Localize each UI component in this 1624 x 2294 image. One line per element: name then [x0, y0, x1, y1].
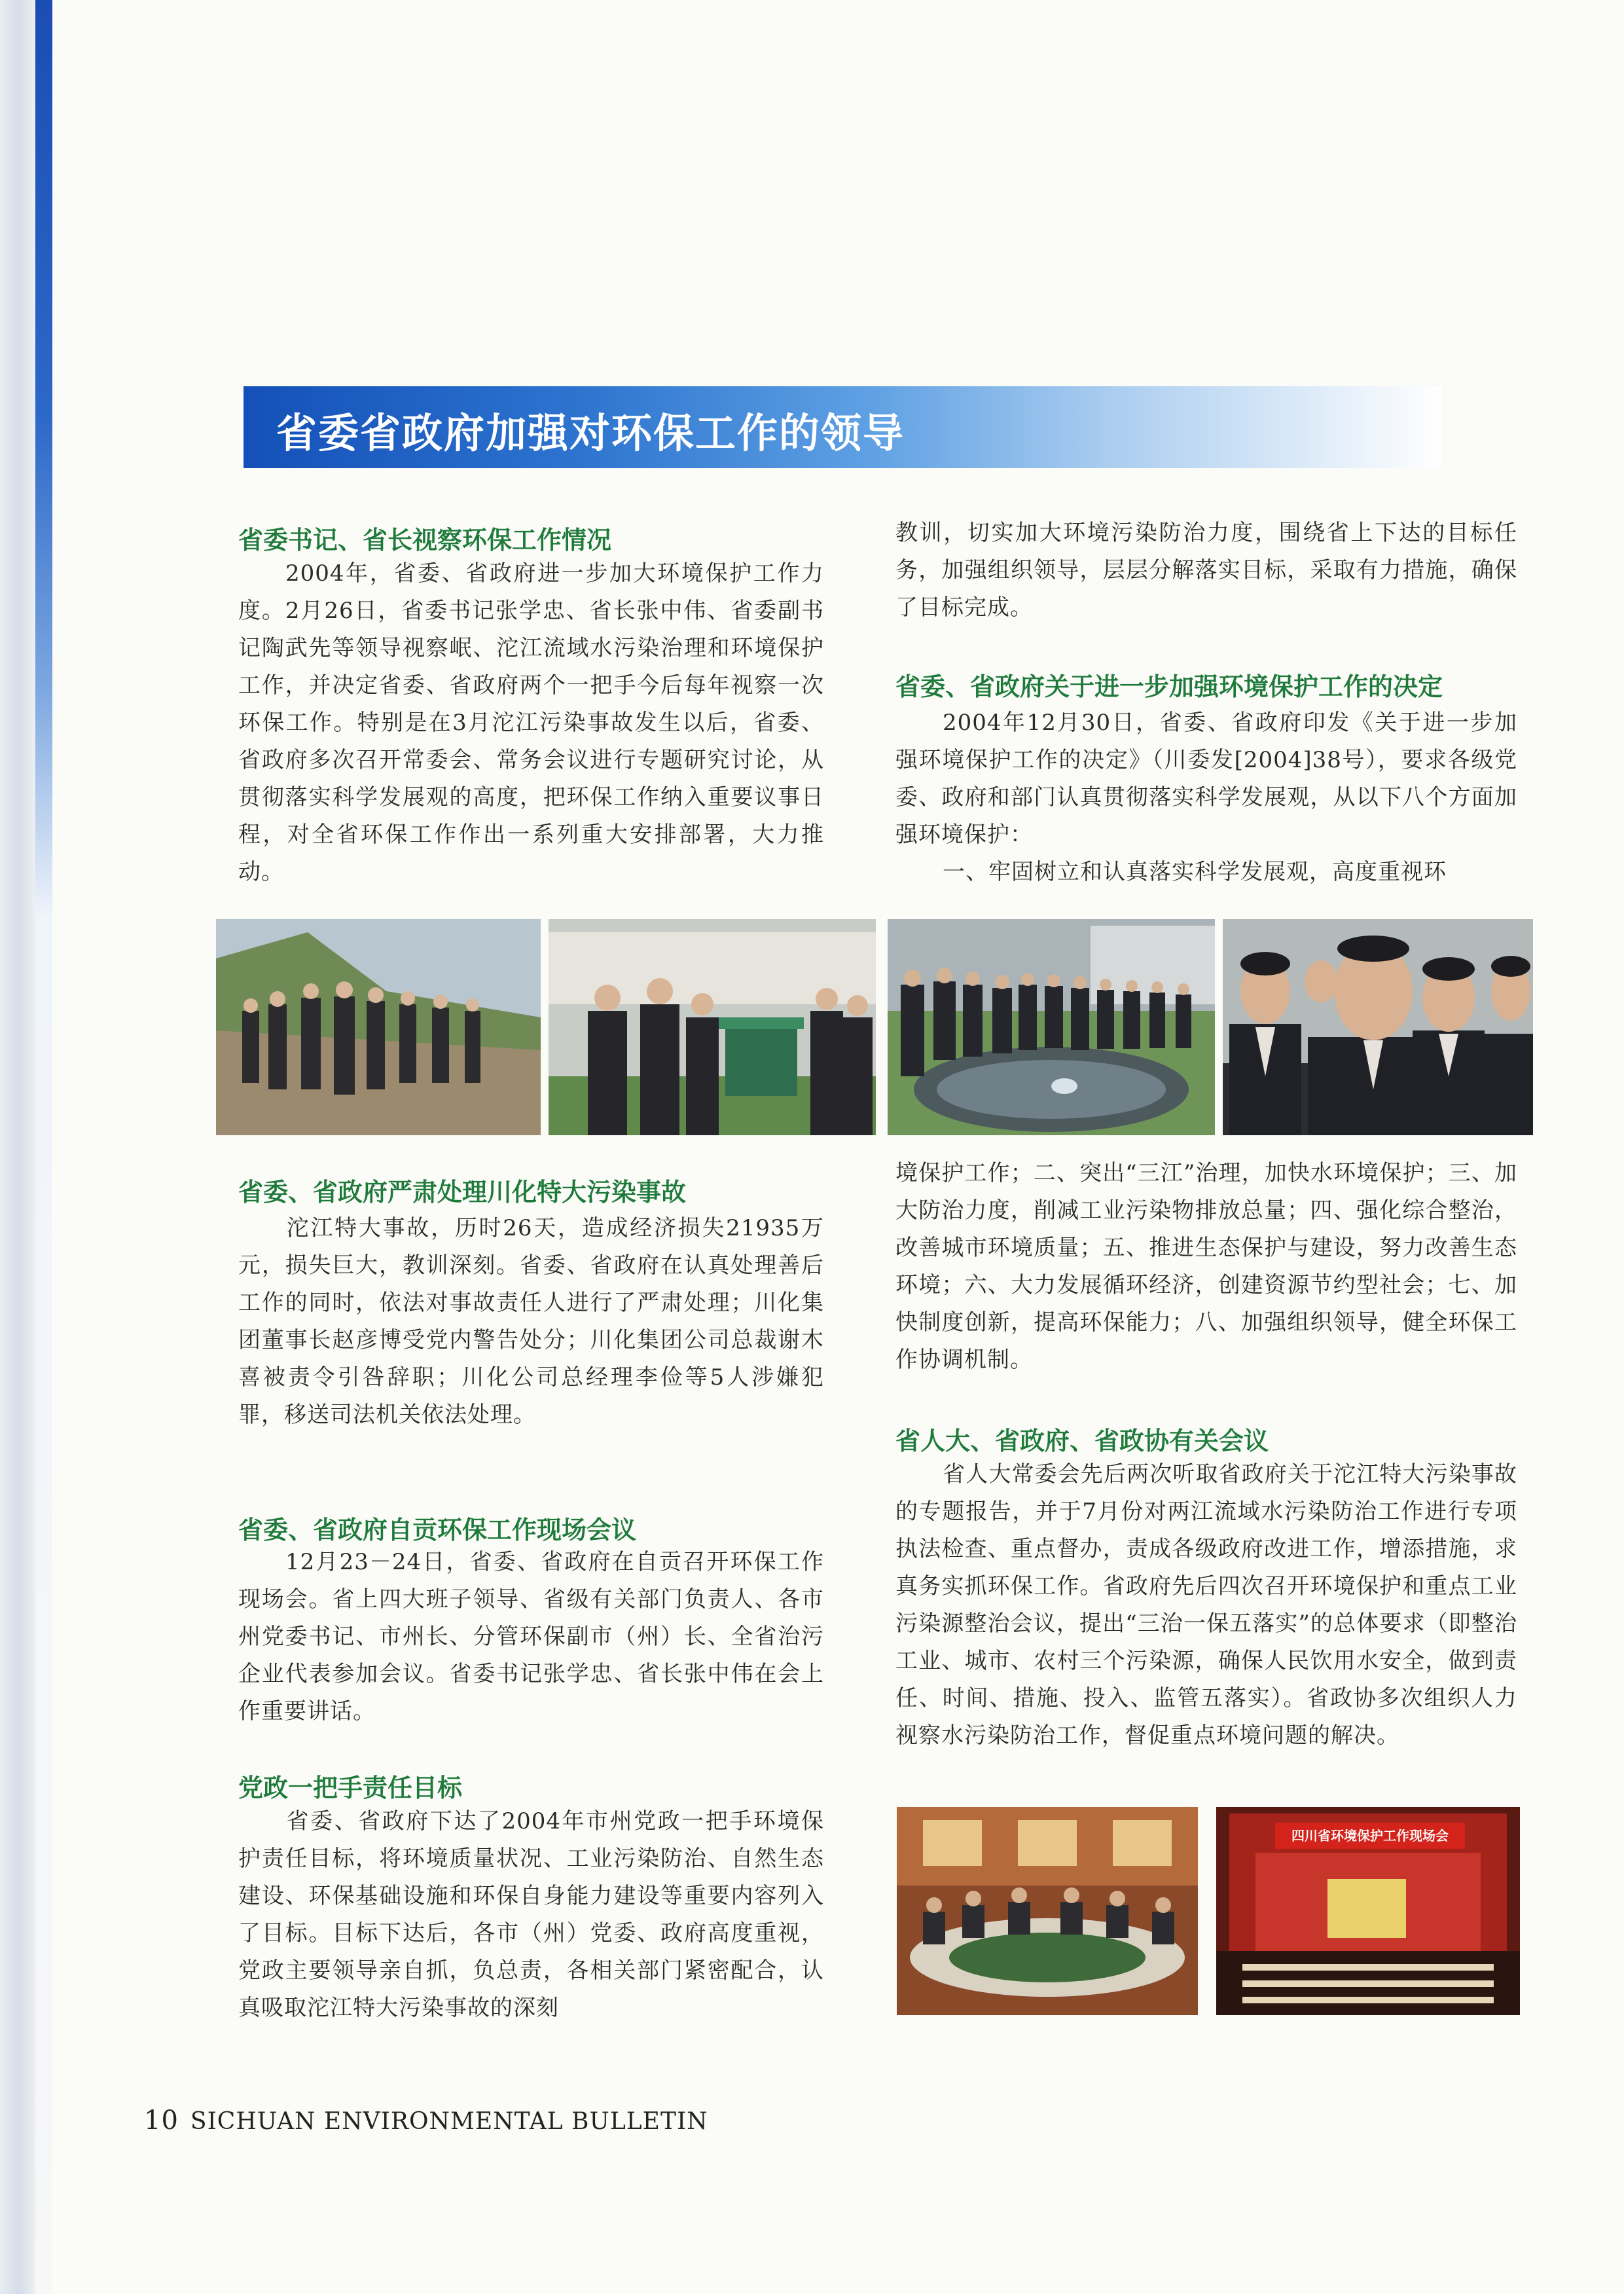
publication-name: SICHUAN ENVIRONMENTAL BULLETIN — [190, 2108, 708, 2135]
page-spine — [0, 0, 41, 2294]
paragraph-responsibility-targets: 省委、省政府下达了2004年市州党政一把手环境保护责任目标，将环境质量状况、工业污染防治、自然生态建设、环保基础设施和环保自身能力建设等重要内容列入了目标。目标下达后，各市（州）党委、政府高度重视，党政主要领导亲自抓，负总责，各相关部门紧密配合，认真吸取沱江特大污染事故的深刻 — [238, 1808, 824, 2021]
heading-responsibility-targets: 党政一把手责任目标 — [238, 1774, 463, 1802]
paragraph-accident-handling: 沱江特大事故，历时26天，造成经济损失21935万元，损失巨大，教训深刻。省委、省政府在认真处理善后工作的同时，依法对事故责任人进行了严肃处理；川化集团董事长赵彦博受党内警告处分；川化集团公司总裁谢木喜被责令引咎辞职；川化公司总经理李俭等5人涉嫌犯罪，移送司法机关依法处理。 — [238, 1215, 824, 1428]
paragraph-targets-continued: 教训，切实加大环境污染防治力度，围绕省上下达的目标任务，加强组织领导，层层分解落实目标，采取有力措施，确保了目标完成。 — [895, 520, 1517, 621]
heading-decision: 省委、省政府关于进一步加强环境保护工作的决定 — [895, 672, 1443, 701]
paragraph-inspection: 2004年，省委、省政府进一步加大环境保护工作力度。2月26日，省委书记张学忠、省长张中伟、省委副书记陶武先等领导视察岷、沱江流域水污染治理和环境保护工作，并决定省委、省政府两个一把手今后每年视察一次环保工作。特别是在3月沱江污染事故发生以后，省委、省政府多次召开常委会、常务会议进行专题研究讨论，从贯彻落实科学发展观的高度，把环保工作纳入重要议事日程，对全省环保工作作出一系列重大安排部署，大力推动。 — [238, 560, 824, 885]
heading-inspection: 省委书记、省长视察环保工作情况 — [238, 526, 612, 555]
spine-color-bar — [35, 0, 52, 2294]
page-title: 省委省政府加强对环保工作的领导 — [276, 409, 905, 457]
page-number: 10 — [144, 2105, 179, 2136]
photo-inspection-hillside — [216, 919, 541, 1135]
heading-zigong-meeting: 省委、省政府自贡环保工作现场会议 — [238, 1516, 637, 1544]
conference-banner-text: 四川省环境保护工作现场会 — [1275, 1823, 1465, 1849]
paragraph-zigong-meeting: 12月23－24日，省委、省政府在自贡召开环保工作现场会。省上四大班子领导、省级有关部门负责人、各市州党委书记、市州长、分管环保副市（州）长、全省治污企业代表参加会议。省委书记张学忠、省长张中伟在会上作重要讲话。 — [238, 1549, 824, 1724]
paragraph-congress-meetings: 省人大常委会先后两次听取省政府关于沱江特大污染事故的专题报告，并于7月份对两江流域水污染防治工作进行专项执法检查、重点督办，责成各级政府改进工作，增添措施，求真务实抓环保工作。省政府先后四次召开环境保护和重点工业污染源整治会议，提出“三治一保五落实”的总体要求（即整治工业、城市、农村三个污染源，确保人民饮用水安全，做到责任、时间、措施、投入、监管五落实）。省政协多次组织人力视察水污染防治工作，督促重点环境问题的解决。 — [895, 1461, 1517, 1749]
photo-meeting-room — [897, 1807, 1198, 2015]
photo-monitoring-station — [549, 919, 876, 1135]
paragraph-decision-continued: 境保护工作；二、突出“三江”治理，加快水环境保护；三、加大防治力度，削减工业污染物排放总量；四、强化综合整治，改善城市环境质量；五、推进生态保护与建设，努力改善生态环境；六、大力发展循环经济，创建资源节约型社会；七、加快制度创新，提高环保能力；八、加强组织领导，健全环保工作协调机制。 — [895, 1160, 1517, 1373]
page-footer — [144, 2105, 708, 2136]
photo-treatment-pool — [888, 919, 1215, 1135]
heading-accident-handling: 省委、省政府严肃处理川化特大污染事故 — [238, 1178, 687, 1207]
section-banner — [244, 386, 1441, 468]
heading-congress-meetings: 省人大、省政府、省政协有关会议 — [895, 1427, 1269, 1455]
paragraph-decision: 2004年12月30日，省委、省政府印发《关于进一步加强环境保护工作的决定》（川委发[2004]38号），要求各级党委、政府和部门认真贯彻落实科学发展观，从以下八个方面加强环境保护： 一、牢固树立和认真落实科学发展观，高度重视环 — [895, 710, 1517, 885]
photo-conference-hall — [1216, 1807, 1520, 2015]
photo-leaders-closeup — [1223, 919, 1533, 1135]
